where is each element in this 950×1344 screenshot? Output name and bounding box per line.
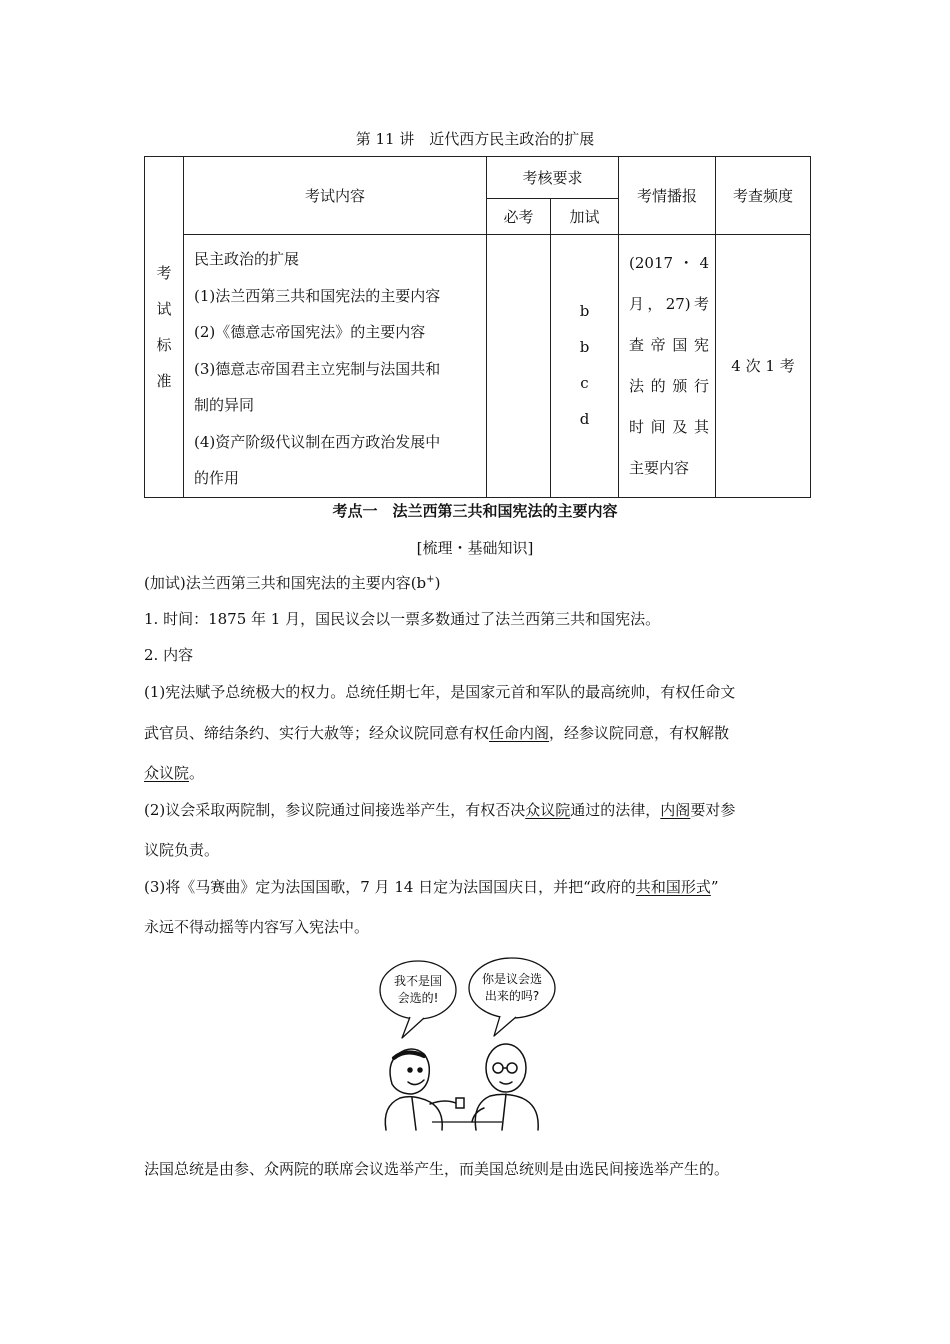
lesson-title: 第 11 讲 近代西方民主政治的扩展 bbox=[355, 130, 595, 148]
underlined-term: 众议院 bbox=[525, 801, 571, 819]
topic-line: 的作用 bbox=[194, 469, 240, 487]
item-content-heading: 2. 内容 bbox=[144, 646, 194, 664]
p2-line2: 议院负责。 bbox=[144, 841, 220, 859]
topic-line: 制的异同 bbox=[194, 396, 255, 414]
bubble-left-line: 会选的! bbox=[397, 991, 439, 1005]
figure-left bbox=[385, 1049, 464, 1130]
topic-line: 民主政治的扩展 bbox=[194, 250, 300, 268]
header-news: 考情播报 bbox=[619, 157, 716, 235]
level: c bbox=[580, 374, 589, 392]
p3-line1: (3)将《马赛曲》定为法国国歌，7 月 14 日定为法国国庆日，并把“政府的共和国形式” bbox=[144, 878, 719, 896]
header-content: 考试内容 bbox=[184, 157, 487, 235]
frequency-cell: 4 次 1 考 bbox=[716, 235, 811, 498]
p1-line1: (1)宪法赋予总统极大的权力。总统任期七年，是国家元首和军队的最高统帅，有权任命文 bbox=[144, 683, 736, 701]
underlined-term: 众议院 bbox=[144, 764, 190, 782]
section-title: 考点一 法兰西第三共和国宪法的主要内容 bbox=[332, 502, 618, 520]
item-time: 1. 时间：1875 年 1 月，国民议会以一票多数通过了法兰西第三共和国宪法。 bbox=[144, 610, 661, 628]
cartoon-illustration bbox=[372, 952, 562, 1132]
figure-right bbox=[472, 1044, 538, 1130]
p2-line1: (2)议会采取两院制，参议院通过间接选举产生，有权否决众议院通过的法律，内阁要对参 bbox=[144, 801, 736, 819]
speech-bubble-right bbox=[469, 958, 555, 1018]
exam-standard-table bbox=[144, 156, 811, 498]
header-added: 加试 bbox=[551, 199, 619, 235]
speech-bubble-left bbox=[380, 961, 456, 1019]
required-cell bbox=[487, 235, 551, 498]
p3-line2: 永远不得动摇等内容写入宪法中。 bbox=[144, 918, 370, 936]
level: b bbox=[579, 302, 590, 320]
level: d bbox=[579, 410, 590, 428]
bubble-right-line: 你是议会选 bbox=[481, 972, 543, 986]
header-required: 必考 bbox=[487, 199, 551, 235]
topic-line: (4)资产阶级代议制在西方政治发展中 bbox=[194, 432, 441, 451]
news-cell: (2017・4 月，27)考 查帝国宪 法的颁行 时间及其 主要内容 bbox=[619, 235, 716, 498]
level: b bbox=[579, 338, 590, 356]
topic-line: (1)法兰西第三共和国宪法的主要内容 bbox=[194, 286, 441, 305]
topic-line: (3)德意志帝国君主立宪制与法国共和 bbox=[194, 359, 441, 378]
header-frequency: 考查频度 bbox=[716, 157, 811, 235]
bubble-right-line: 出来的吗? bbox=[484, 989, 540, 1003]
underlined-term: 共和国形式 bbox=[635, 878, 711, 896]
topic-line: (2)《德意志帝国宪法》的主要内容 bbox=[194, 323, 426, 341]
cartoon-caption: 法国总统是由参、众两院的联席会议选举产生，而美国总统则是由选民间接选举产生的。 bbox=[144, 1160, 730, 1178]
p1-line3: 众议院。 bbox=[144, 764, 205, 782]
section-subtitle: [梳理・基础知识] bbox=[416, 539, 534, 557]
bubble-left-line: 我不是国 bbox=[393, 974, 443, 988]
heading-line: (加试)法兰西第三共和国宪法的主要内容(b+) bbox=[144, 574, 441, 592]
topic-cell bbox=[184, 235, 487, 498]
p1-line2: 武官员、缔结条约、实行大赦等；经众议院同意有权任命内阁，经参议院同意，有权解散 bbox=[144, 724, 730, 742]
underlined-term: 内阁 bbox=[660, 801, 691, 819]
header-requirement: 考核要求 bbox=[487, 157, 619, 199]
side-label: 考 试 标 准 bbox=[145, 157, 184, 498]
added-levels-cell bbox=[551, 235, 619, 498]
underlined-term: 任命内阁 bbox=[489, 724, 550, 742]
